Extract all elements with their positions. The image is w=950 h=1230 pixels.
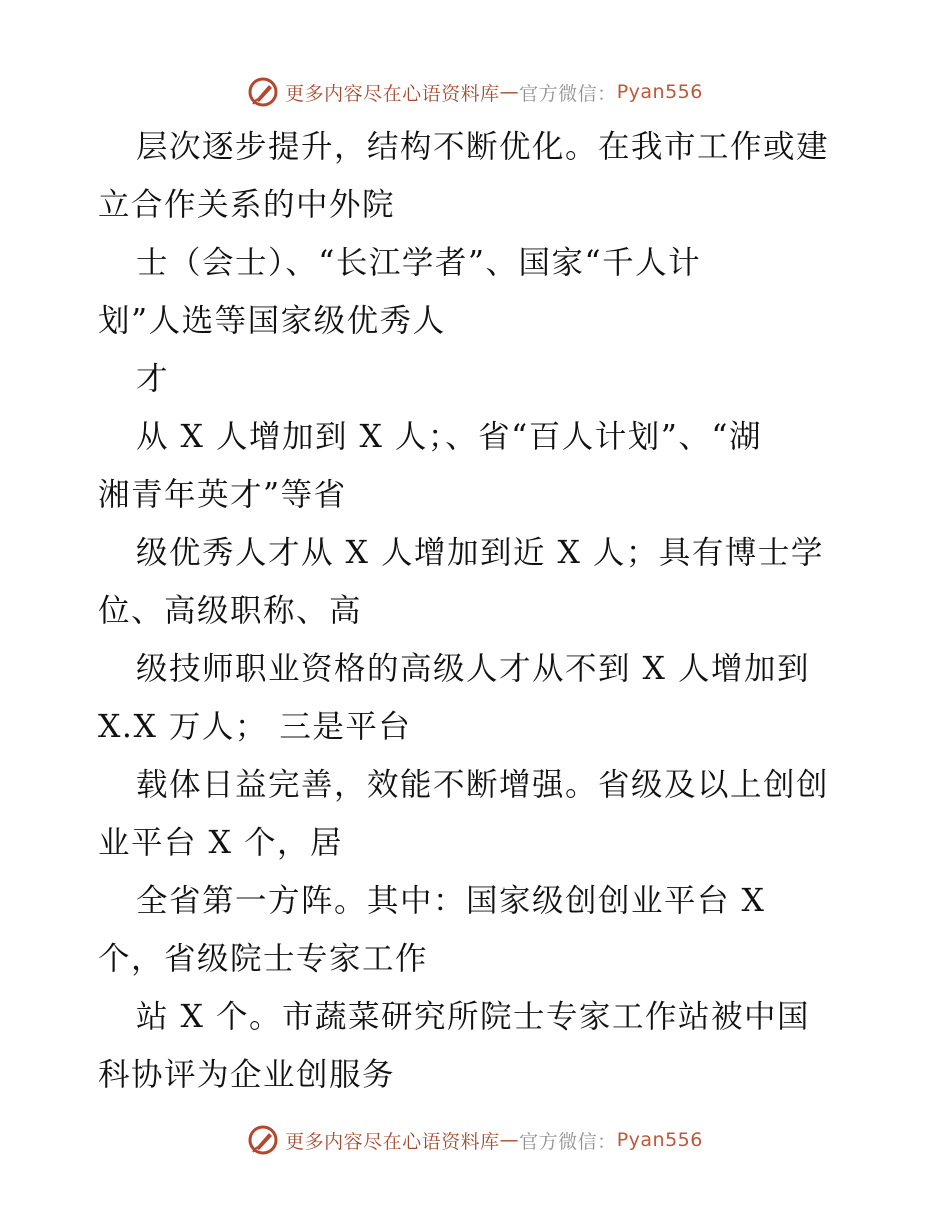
watermark-label: 官方微信： <box>519 82 617 105</box>
pen-logo-icon <box>247 76 279 108</box>
text-line: 湘青年英才”等省 <box>98 477 347 513</box>
text-line: 载体日益完善，效能不断增强。省级及以上创创 <box>136 767 830 803</box>
watermark-main-text: 更多内容尽在心语资料库 <box>285 1130 500 1153</box>
document-body <box>98 118 868 1104</box>
watermark-separator: — <box>499 81 520 103</box>
text-line: 立合作关系的中外院 <box>98 187 396 223</box>
header-watermark <box>0 72 950 112</box>
watermark-main-text: 更多内容尽在心语资料库 <box>285 82 500 105</box>
footer-watermark <box>0 1120 950 1160</box>
text-line: 从 X 人增加到 X 人；、省“百人计划”、“湖 <box>136 419 762 455</box>
text-line: 科协评为企业创服务 <box>98 1057 396 1093</box>
text-line: 全省第一方阵。其中：国家级创创业平台 X <box>136 883 766 919</box>
watermark-separator: — <box>499 1129 520 1151</box>
watermark-id: Pyan556 <box>616 81 703 103</box>
text-line: 级优秀人才从 X 人增加到近 X 人；具有博士学 <box>136 535 824 571</box>
text-line: 划”人选等国家级优秀人 <box>98 303 446 339</box>
watermark-label: 官方微信： <box>519 1130 617 1153</box>
watermark-id: Pyan556 <box>616 1129 703 1151</box>
text-line: 层次逐步提升，结构不断优化。在我市工作或建 <box>136 129 830 165</box>
text-line: 士（会士）、“长江学者”、国家“千人计 <box>136 245 702 281</box>
text-line: 个，省级院士专家工作 <box>98 941 429 977</box>
text-line: 才 <box>136 361 170 397</box>
text-line: 位、高级职称、高 <box>98 593 363 629</box>
text-line: X.X 万人； 三是平台 <box>98 709 412 745</box>
text-line: 站 X 个。市蔬菜研究所院士专家工作站被中国 <box>136 999 810 1035</box>
text-line: 业平台 X 个，居 <box>98 825 343 861</box>
text-line: 级技师职业资格的高级人才从不到 X 人增加到 <box>136 651 810 687</box>
pen-logo-icon <box>247 1124 279 1156</box>
